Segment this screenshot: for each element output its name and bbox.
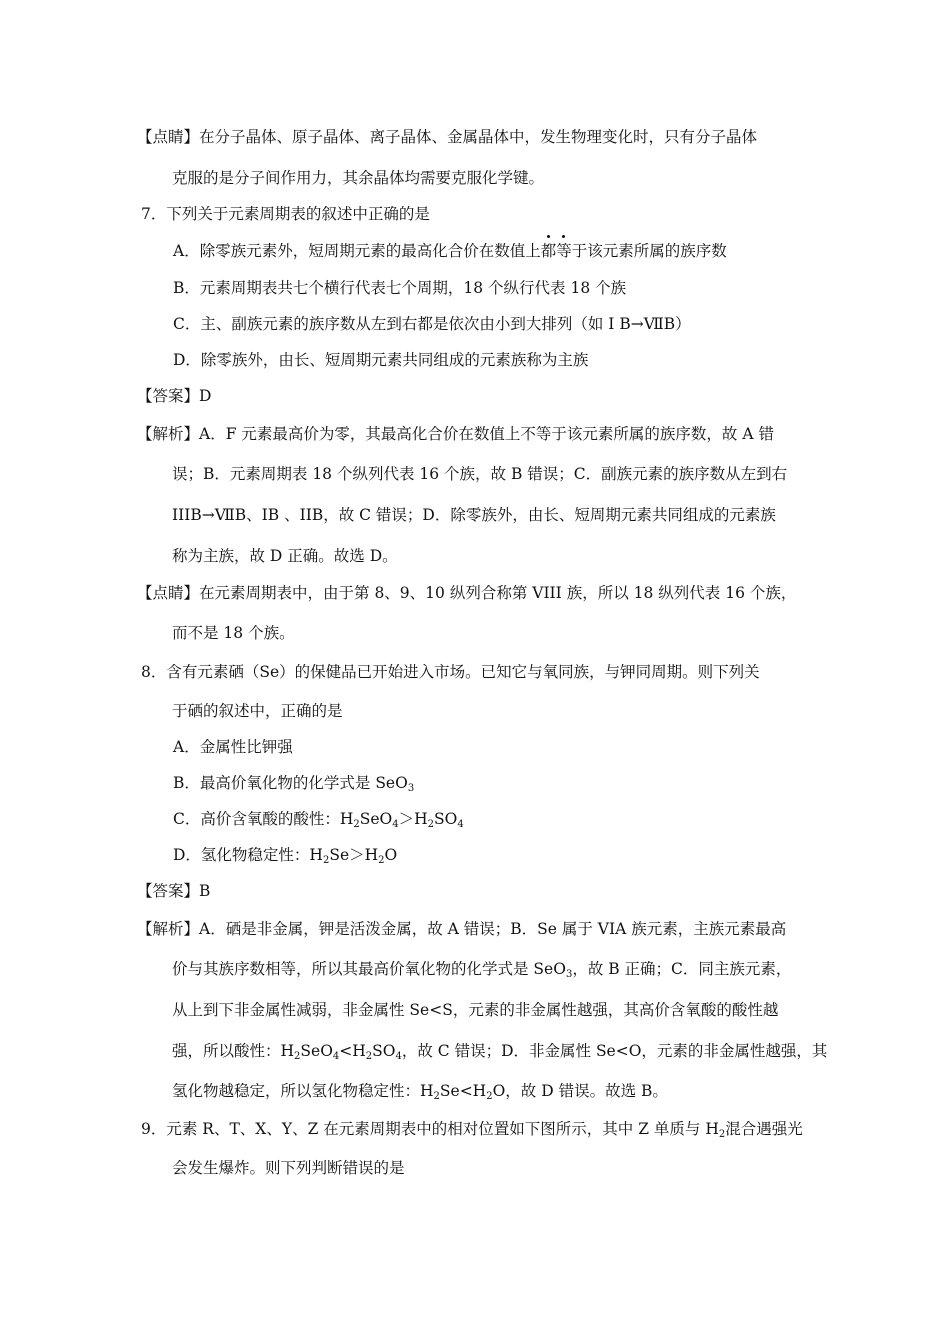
- formula-part: SeO: [300, 1042, 333, 1060]
- q7-analysis-line-4: 称为主族，故 D 正确。故选 D。: [172, 547, 398, 565]
- formula-part: O: [384, 846, 398, 864]
- dianjing-text: 在元素周期表中，由于第 8、9、10 纵列合称第 VIII 族，所以 18 纵列代表 16 个族，: [199, 584, 797, 602]
- subscript: 2: [365, 1051, 373, 1062]
- q9-stem-text: 9．元素 R、T、X、Y、Z 在元素周期表中的相对位置如下图所示，其中 Z 单质与 H: [141, 1120, 719, 1138]
- q8-option-a: A．金属性比钾强: [173, 738, 293, 756]
- q8-analysis-line-4: [172, 1040, 827, 1062]
- q8-option-c: [173, 808, 464, 830]
- q7-dianjing-line-1: [137, 582, 796, 604]
- subscript: 3: [407, 783, 415, 794]
- formula-part: SO: [372, 1042, 396, 1060]
- subscript: 2: [322, 855, 330, 866]
- emphasis-dot: 都: [540, 242, 557, 260]
- analysis-text: ，故 C 错误；D．非金属性 Se<O，元素的非金属性越强，其: [401, 1042, 828, 1060]
- answer-value: B: [199, 882, 211, 900]
- subscript: 2: [433, 1091, 440, 1102]
- q9-stem-line-1: [141, 1118, 803, 1140]
- dianjing-tag: 【点睛】: [137, 584, 200, 602]
- q8-analysis-line-1: [137, 918, 786, 940]
- dianjing-1-line-1: [137, 126, 757, 148]
- q7-option-b: B．元素周期表共七个横行代表七个周期，18 个纵行代表 18 个族: [173, 279, 627, 297]
- q8-option-d: [173, 844, 397, 866]
- subscript: 2: [353, 819, 360, 830]
- q8-stem-line-2: 于硒的叙述中，正确的是: [172, 702, 343, 720]
- subscript: 4: [332, 1051, 340, 1062]
- formula-part: Se＞H: [329, 846, 379, 864]
- q8-stem-line-1: 8．含有元素硒（Se）的保健品已开始进入市场。已知它与氧同族，与钾同周期。则下列关: [141, 663, 760, 681]
- answer-value: D: [199, 387, 212, 405]
- subscript: 2: [427, 819, 435, 830]
- analysis-text: A．硒是非金属，钾是活泼金属，故 A 错误；B．Se 属于 VIA 族元素，主族元素最高: [199, 920, 787, 938]
- q7-answer: [137, 385, 211, 407]
- formula-part: SO: [434, 810, 458, 828]
- q7-dianjing-line-2: 而不是 18 个族。: [172, 624, 295, 642]
- answer-tag: 【答案】: [137, 882, 200, 900]
- q7-option-a-text: A．除零族元素外，短周期元素的最高化合价在数值上: [173, 242, 541, 260]
- formula-part: ＞H: [398, 810, 428, 828]
- dianjing-text: 在分子晶体、原子晶体、离子晶体、金属晶体中，发生物理变化时，只有分子晶体: [199, 128, 758, 146]
- q7-option-a: [173, 240, 727, 262]
- formula-part: SeO: [359, 810, 393, 828]
- dianjing-1-line-2: 克服的是分子间作用力，其余晶体均需要克服化学键。: [172, 169, 545, 187]
- q8-option-b-text: B．最高价氧化物的化学式是 SeO: [173, 774, 408, 792]
- q7-analysis-line-1: [137, 423, 774, 445]
- analysis-text: 强，所以酸性：H: [172, 1042, 295, 1060]
- q8-analysis-line-3: 从上到下非金属性减弱，非金属性 Se<S，元素的非金属性越强，其高价含氧酸的酸性越: [172, 1001, 779, 1019]
- emphasis-dot: 等: [556, 242, 572, 260]
- analysis-text: A．F 元素最高价为零，其最高化合价在数值上不等于该元素所属的族序数，故 A 错: [199, 425, 774, 443]
- q7-analysis-line-2: 误；B．元素周期表 18 个纵列代表 16 个族，故 B 错误；C．副族元素的族序数从左到右: [172, 465, 788, 483]
- subscript: 3: [565, 969, 573, 980]
- q7-analysis-line-3: IIIB→ⅦB、IB 、IIB，故 C 错误；D．除零族外，由长、短周期元素共同组成的元素族: [172, 506, 776, 524]
- q7-option-a-text-end: 于该元素所属的族序数: [571, 242, 727, 260]
- subscript: 2: [486, 1091, 493, 1102]
- analysis-text: 价与其族序数相等，所以其最高价氧化物的化学式是 SeO: [172, 960, 566, 978]
- q7-option-c: C．主、副族元素的族序数从左到右都是依次由小到大排列（如 Ⅰ B→ⅦB）: [173, 315, 691, 333]
- q8-analysis-line-5: [172, 1080, 668, 1102]
- analysis-text: O，故 D 错误。故选 B。: [492, 1082, 668, 1100]
- dianjing-tag: 【点睛】: [137, 128, 200, 146]
- subscript: 4: [395, 1051, 402, 1062]
- q7-stem: 7．下列关于元素周期表的叙述中正确的是: [141, 205, 430, 223]
- analysis-tag: 【解析】: [137, 920, 200, 938]
- analysis-text: ，故 B 正确；C．同主族元素，: [572, 960, 792, 978]
- answer-tag: 【答案】: [137, 387, 200, 405]
- q8-analysis-line-2: [172, 958, 791, 980]
- q7-option-d: D．除零族外，由长、短周期元素共同组成的元素族称为主族: [173, 351, 589, 369]
- analysis-tag: 【解析】: [137, 425, 200, 443]
- subscript: 2: [378, 855, 385, 866]
- q8-answer: [137, 880, 210, 902]
- q9-stem-line-2: 会发生爆炸。则下列判断错误的是: [172, 1159, 405, 1177]
- analysis-text: 氢化物越稳定，所以氢化物稳定性：H: [172, 1082, 434, 1100]
- q8-option-d-text: D．氢化物稳定性：H: [173, 846, 323, 864]
- q8-option-c-text: C．高价含氧酸的酸性：H: [173, 810, 354, 828]
- subscript: 2: [718, 1129, 726, 1140]
- q8-option-b: [173, 772, 414, 794]
- formula-part: <H: [339, 1042, 366, 1060]
- q9-stem-text-end: 混合遇强光: [725, 1120, 803, 1138]
- subscript: 4: [457, 819, 464, 830]
- subscript: 2: [294, 1051, 301, 1062]
- formula-part: Se<H: [439, 1082, 487, 1100]
- subscript: 4: [392, 819, 399, 830]
